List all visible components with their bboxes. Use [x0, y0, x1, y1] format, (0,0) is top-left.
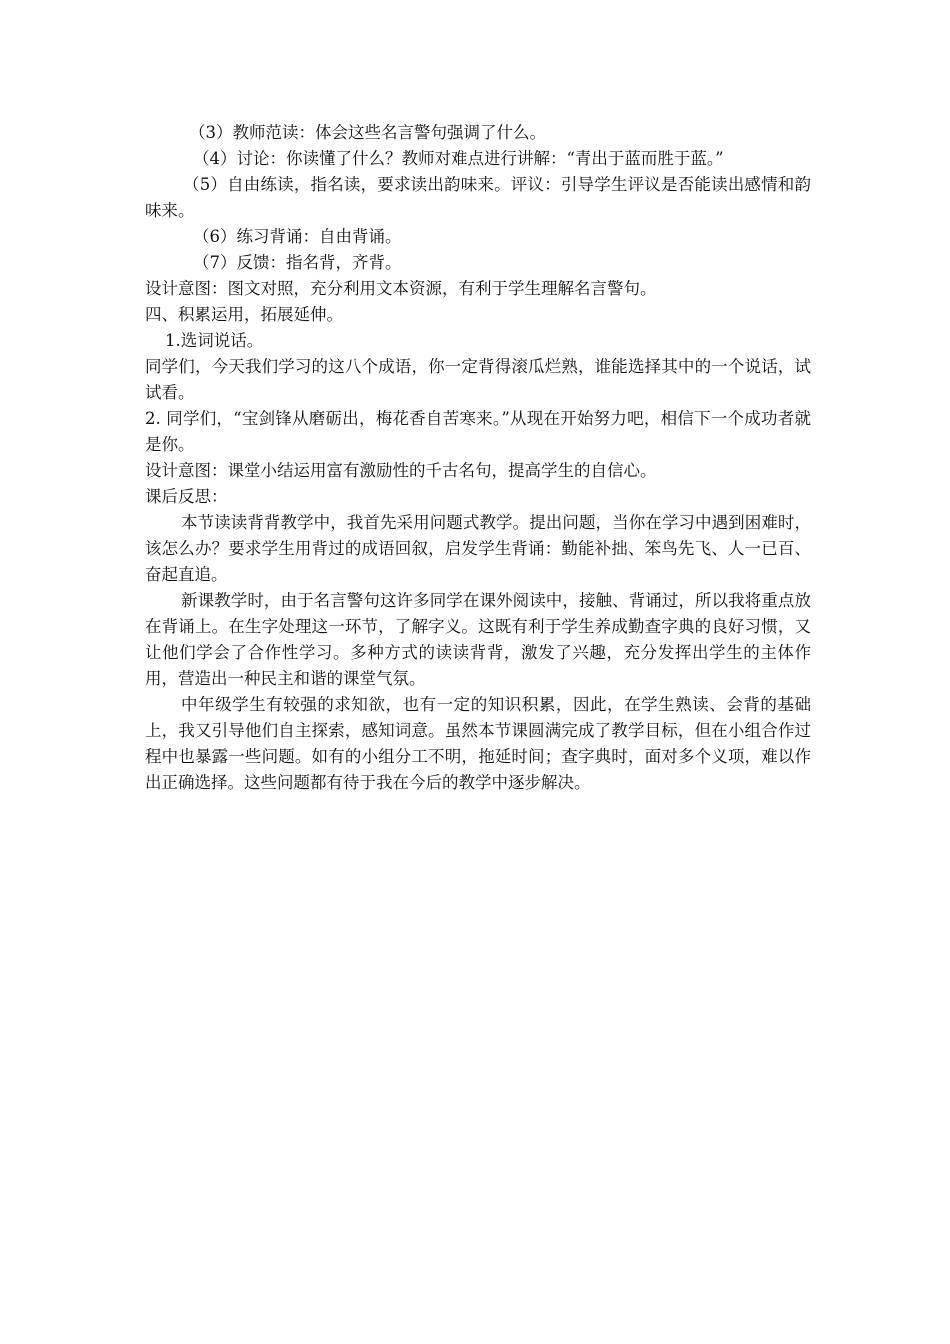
item-1-text: 同学们，今天我们学习的这八个成语，你一定背得滚瓜烂熟，谁能选择其中的一个说话，试试看。 — [145, 357, 811, 402]
reflection-title: 课后反思： — [145, 487, 228, 506]
reflection-paragraph-2: 新课教学时，由于名言警句这许多同学在课外阅读中，接触、背诵过，所以我将重点放在背诵上。在生字处理这一环节，了解字义。这既有利于学生养成勤查字典的良好习惯，又让他们学会了合作性学习。多种方式的读读背背，激发了兴趣，充分发挥出学生的主体作用，营造出一种民主和谐的课堂气氛。 — [145, 591, 811, 688]
step-5-text — [145, 172, 811, 224]
design-intent-2: 设计意图：课堂小结运用富有激励性的千古名句，提高学生的自信心。 — [145, 461, 657, 480]
step-4-text: （4）讨论：你读懂了什么？教师对难点进行讲解：“青出于蓝而胜于蓝。” — [193, 149, 724, 168]
step-6-text: （6）练习背诵：自由背诵。 — [193, 227, 402, 246]
step-5-content: （5）自由练读，指名读，要求读出韵味来。评议：引导学生评议是否能读出感情和韵味来。 — [145, 175, 811, 220]
item-1-heading: 1.选词说话。 — [165, 331, 264, 350]
document-body — [145, 120, 811, 796]
reflection-paragraph-3: 中年级学生有较强的求知欲，也有一定的知识积累，因此，在学生熟读、会背的基础上，我又引导他们自主探索，感知词意。虽然本节课圆满完成了教学目标，但在小组合作过程中也暴露一些问题。如有的小组分工不明，拖延时间；查字典时，面对多个义项，难以作出正确选择。这些问题都有待于我在今后的教学中逐步解决。 — [145, 695, 811, 792]
reflection-paragraph-1: 本节读读背背教学中，我首先采用问题式教学。提出问题，当你在学习中遇到困难时，该怎么办？要求学生用背过的成语回叙，启发学生背诵：勤能补拙、笨鸟先飞、人一已百、奋起直追。 — [145, 513, 811, 584]
step-3-text: （3）教师范读：体会这些名言警句强调了什么。 — [189, 123, 546, 142]
item-2-text: 2. 同学们，“宝剑锋从磨砺出，梅花香自苦寒来。”从现在开始努力吧，相信下一个成功者就是你。 — [145, 409, 811, 454]
step-7-text: （7）反馈：指名背，齐背。 — [193, 253, 402, 272]
design-intent-1: 设计意图：图文对照，充分利用文本资源，有利于学生理解名言警句。 — [145, 279, 657, 298]
section-4-heading: 四、积累运用，拓展延伸。 — [145, 305, 343, 324]
